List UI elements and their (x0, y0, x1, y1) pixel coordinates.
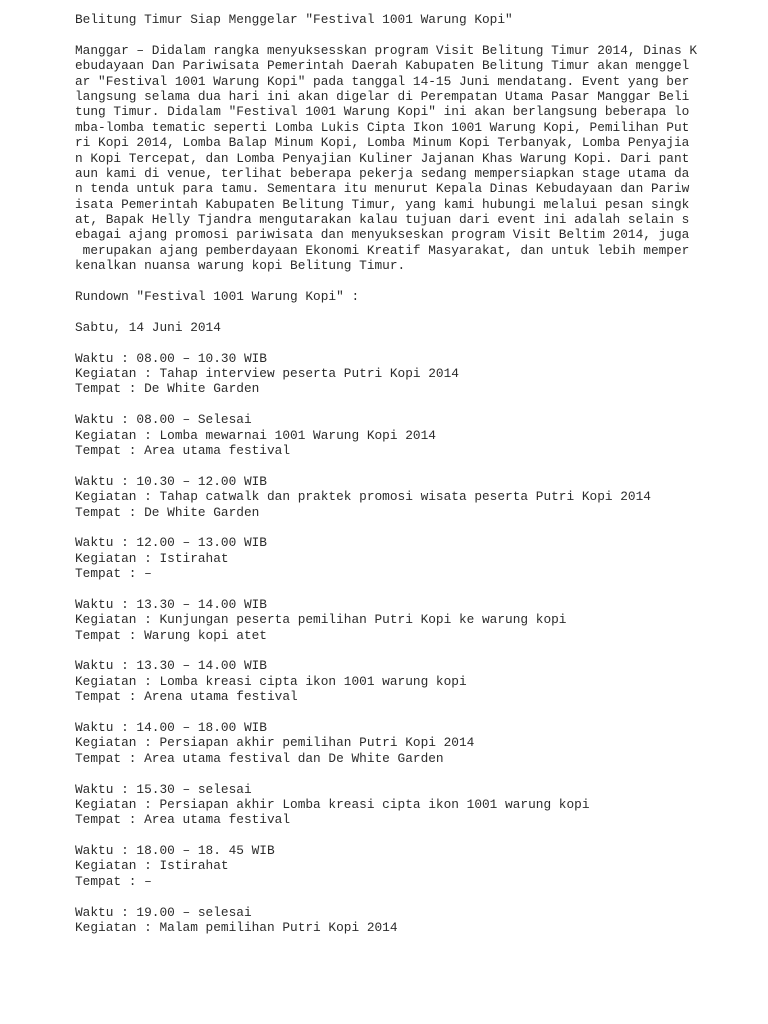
body-line: langsung selama dua hari ini akan digelar di Perempatan Utama Pasar Manggar Beli (75, 88, 690, 104)
body-line: ri Kopi 2014, Lomba Balap Minum Kopi, Lomba Minum Kopi Terbanyak, Lomba Penyajia (75, 135, 690, 151)
spacer (75, 520, 675, 535)
spacer (75, 643, 675, 658)
body-line: kenalkan nuansa warung kopi Belitung Timur. (75, 258, 406, 274)
entry-time: Waktu : 14.00 – 18.00 WIB (75, 719, 267, 735)
spacer (75, 705, 675, 720)
body-line: ar "Festival 1001 Warung Kopi" pada tanggal 14-15 Juni mendatang. Event yang ber (75, 73, 690, 89)
entry-time: Waktu : 13.30 – 14.00 WIB (75, 658, 267, 674)
spacer (75, 581, 675, 596)
body-line: n Kopi Tercepat, dan Lomba Penyajian Kuliner Jajanan Khas Warung Kopi. Dari pant (75, 150, 690, 166)
body-line: Manggar – Didalam rangka menyuksesskan program Visit Belitung Timur 2014, Dinas K (75, 42, 698, 58)
rundown-heading: Rundown "Festival 1001 Warung Kopi" : (75, 289, 360, 305)
document-page (75, 12, 698, 936)
entry-place: Tempat : – (75, 873, 152, 889)
entry-activity: Kegiatan : Kunjungan peserta pemilihan Putri Kopi ke warung kopi (75, 612, 567, 628)
spacer (75, 397, 675, 412)
entry-time: Waktu : 18.00 – 18. 45 WIB (75, 843, 275, 859)
entry-time: Waktu : 10.30 – 12.00 WIB (75, 473, 267, 489)
entry-time: Waktu : 13.30 – 14.00 WIB (75, 596, 267, 612)
schedule-day: Sabtu, 14 Juni 2014 (75, 319, 221, 335)
schedule-list (75, 351, 675, 936)
entry-activity: Kegiatan : Malam pemilihan Putri Kopi 2014 (75, 920, 398, 936)
spacer (75, 274, 675, 289)
entry-activity: Kegiatan : Persiapan akhir pemilihan Putri Kopi 2014 (75, 735, 475, 751)
entry-place: Tempat : De White Garden (75, 504, 260, 520)
body-line: at, Bapak Helly Tjandra mengutarakan kalau tujuan dari event ini adalah selain s (75, 212, 690, 228)
body-line: aun kami di venue, terlihat beberapa pekerja sedang mempersiapkan stage utama da (75, 165, 690, 181)
schedule-entry (75, 474, 675, 520)
entry-time: Waktu : 19.00 – selesai (75, 904, 252, 920)
entry-activity: Kegiatan : Lomba mewarnai 1001 Warung Kopi 2014 (75, 427, 436, 443)
schedule-entry (75, 905, 675, 936)
spacer (75, 335, 675, 350)
spacer (75, 766, 675, 781)
article-body (75, 42, 698, 274)
entry-activity: Kegiatan : Tahap interview peserta Putri Kopi 2014 (75, 365, 459, 381)
entry-time: Waktu : 15.30 – selesai (75, 781, 252, 797)
body-line: n tenda untuk para tamu. Sementara itu menurut Kepala Dinas Kebudayaan dan Pariw (75, 181, 690, 197)
entry-place: Tempat : Area utama festival (75, 812, 291, 828)
schedule-entry (75, 412, 675, 458)
entry-time: Waktu : 08.00 – Selesai (75, 412, 252, 428)
body-line: ebudayaan Dan Pariwisata Pemerintah Daerah Kabupaten Belitung Timur akan menggel (75, 58, 690, 74)
entry-activity: Kegiatan : Tahap catwalk dan praktek promosi wisata peserta Putri Kopi 2014 (75, 489, 651, 505)
schedule-entry (75, 720, 675, 766)
document-title: Belitung Timur Siap Menggelar "Festival 1001 Warung Kopi" (75, 12, 513, 27)
spacer (75, 458, 675, 473)
spacer (75, 828, 675, 843)
schedule-entry (75, 535, 675, 581)
entry-place: Tempat : Arena utama festival (75, 689, 298, 705)
entry-place: Tempat : Area utama festival (75, 442, 291, 458)
body-line: ebagai ajang promosi pariwisata dan menyukseskan program Visit Beltim 2014, juga (75, 227, 690, 243)
body-line: tung Timur. Didalam "Festival 1001 Warung Kopi" ini akan berlangsung beberapa lo (75, 104, 690, 120)
entry-place: Tempat : Warung kopi atet (75, 627, 267, 643)
entry-time: Waktu : 08.00 – 10.30 WIB (75, 350, 267, 366)
entry-place: Tempat : Area utama festival dan De White Garden (75, 750, 444, 766)
body-line: merupakan ajang pemberdayaan Ekonomi Kreatif Masyarakat, dan untuk lebih memper (75, 242, 690, 258)
entry-place: Tempat : – (75, 566, 152, 582)
schedule-entry (75, 843, 675, 889)
body-line: mba-lomba tematic seperti Lomba Lukis Cipta Ikon 1001 Warung Kopi, Pemilihan Put (75, 119, 690, 135)
entry-activity: Kegiatan : Lomba kreasi cipta ikon 1001 warung kopi (75, 673, 467, 689)
entry-activity: Kegiatan : Istirahat (75, 550, 229, 566)
entry-time: Waktu : 12.00 – 13.00 WIB (75, 535, 267, 551)
entry-activity: Kegiatan : Istirahat (75, 858, 229, 874)
schedule-entry (75, 782, 675, 828)
body-line: isata Pemerintah Kabupaten Belitung Timur, yang kami hubungi melalui pesan singk (75, 196, 690, 212)
entry-activity: Kegiatan : Persiapan akhir Lomba kreasi cipta ikon 1001 warung kopi (75, 796, 590, 812)
schedule-entry (75, 597, 675, 643)
spacer (75, 889, 675, 904)
entry-place: Tempat : De White Garden (75, 381, 260, 397)
schedule-entry (75, 351, 675, 397)
spacer (75, 304, 675, 319)
schedule-entry (75, 658, 675, 704)
spacer (75, 27, 675, 42)
